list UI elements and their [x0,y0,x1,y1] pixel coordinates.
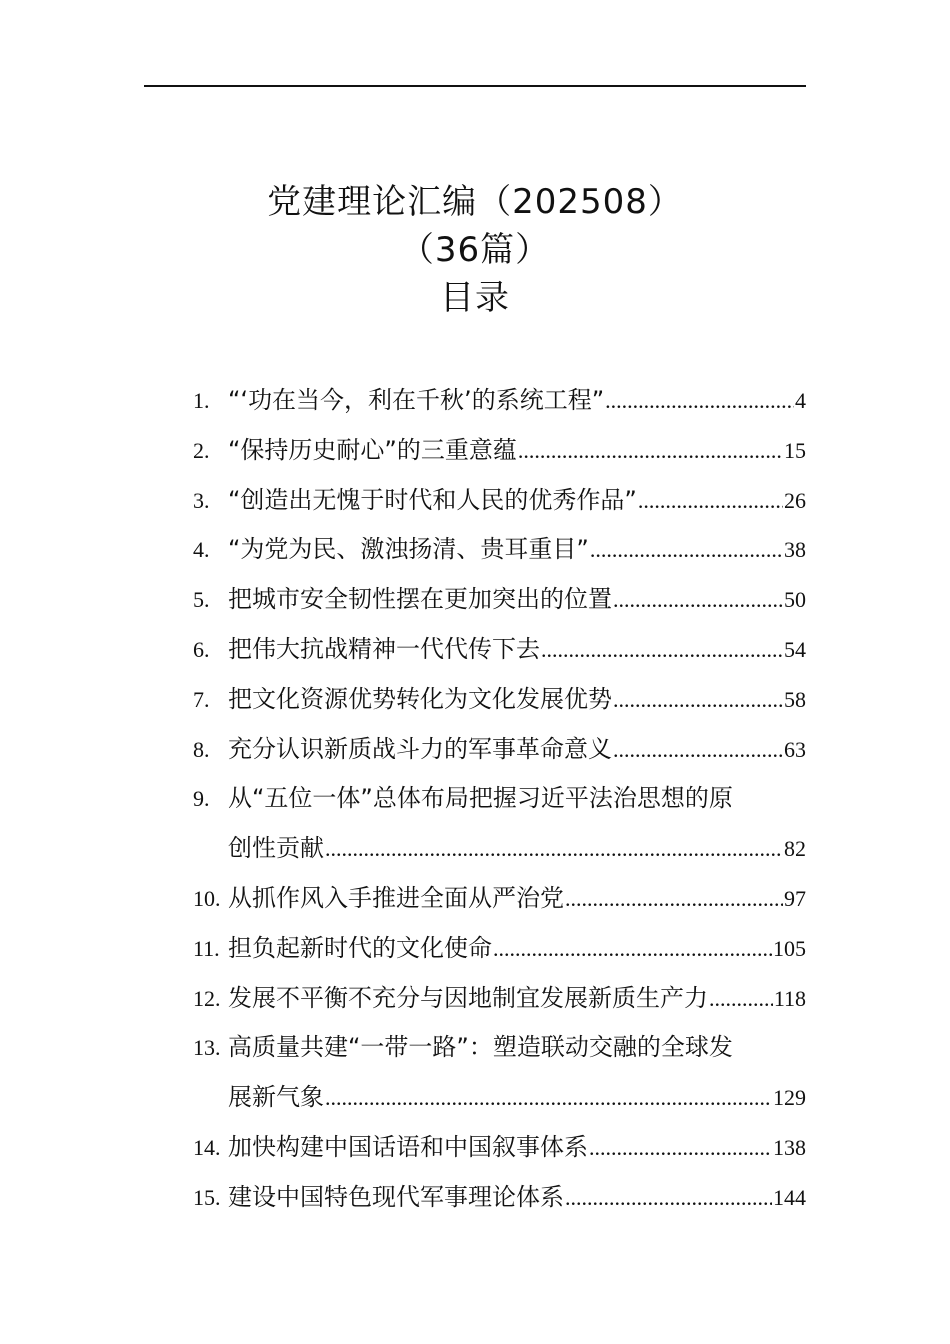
toc-entry-number: 6. [193,636,210,662]
toc-entry-1[interactable] [193,376,806,426]
toc-entry-title: 把城市安全韧性摆在更加突出的位置 [228,585,612,614]
document-title: 党建理论汇编（202508） [267,182,683,222]
toc-entry-number: 8. [193,736,210,762]
toc-entry-number: 13. [193,1035,221,1061]
toc-entry-title: 发展不平衡不充分与因地制宜发展新质生产力 [228,983,708,1012]
toc-entry-title-continued: 展新气象 [228,1083,324,1112]
toc-entry-title: 建设中国特色现代军事理论体系 [228,1182,564,1211]
toc-entry-number: 11. [193,935,220,961]
toc-entry-title: “创造出无愧于时代和人民的优秀作品” [228,485,637,514]
dot-leader [590,525,783,575]
toc-entry-title: 加快构建中国话语和中国叙事体系 [228,1132,588,1161]
toc-entry-7[interactable] [193,675,806,725]
toc-entry-line [193,1023,806,1073]
toc-entry-title: 充分认识新质战斗力的军事革命意义 [228,734,612,763]
dot-leader [493,924,772,974]
toc-entry-13[interactable] [193,1023,806,1123]
toc-entry-number: 1. [193,388,210,413]
dot-leader [565,874,783,924]
toc-entry-title: “‘功在当今，利在千秋’的系统工程” [228,386,605,414]
toc-entry-6[interactable] [193,625,806,675]
toc-entry-line [193,824,806,874]
toc-entry-number: 7. [193,686,210,712]
dot-leader [325,1073,772,1123]
dot-leader [613,675,783,725]
toc-entry-number: 10. [193,885,221,911]
toc-entry-number: 2. [193,437,210,463]
dot-leader [638,476,783,526]
toc-entry-number: 15. [193,1184,221,1210]
toc-entry-page: 82 [784,836,806,862]
dot-leader [613,725,783,775]
toc-entry-title-continued: 创性贡献 [228,834,324,863]
toc-entry-title: 把文化资源优势转化为文化发展优势 [228,684,612,713]
toc-entry-page: 54 [784,636,806,662]
toc-entry-title: 从抓作风入手推进全面从严治党 [228,883,564,912]
toc-entry-page: 118 [773,985,806,1011]
toc-entry-number: 14. [193,1134,221,1160]
toc-entry-12[interactable] [193,974,806,1024]
toc-entry-10[interactable] [193,874,806,924]
toc-entry-line [193,1073,806,1123]
table-of-contents [193,376,806,1223]
dot-leader [605,376,794,426]
toc-entry-title: “为党为民、激浊扬清、贵耳重目” [228,535,589,564]
toc-entry-number: 4. [193,537,210,563]
toc-heading: 目录 [440,278,510,318]
toc-entry-number: 3. [193,487,210,513]
toc-entry-8[interactable] [193,725,806,775]
toc-entry-4[interactable] [193,525,806,575]
toc-entry-3[interactable] [193,476,806,526]
dot-leader [613,575,783,625]
title-block [0,178,950,322]
dot-leader [325,824,783,874]
toc-entry-number: 5. [193,587,210,613]
toc-entry-title: 从“五位一体”总体布局把握习近平法治思想的原 [228,784,733,813]
toc-entry-11[interactable] [193,924,806,974]
toc-entry-5[interactable] [193,575,806,625]
toc-entry-page: 50 [784,587,806,613]
toc-entry-number: 12. [193,985,221,1011]
article-count: （36篇） [399,230,551,270]
toc-entry-title: 担负起新时代的文化使命 [228,933,492,962]
toc-entry-page: 129 [773,1085,806,1111]
toc-entry-page: 144 [773,1184,806,1210]
toc-entry-line [193,774,806,824]
toc-entry-title: 把伟大抗战精神一代代传下去 [228,634,540,663]
toc-entry-9[interactable] [193,774,806,874]
toc-entry-page: 15 [784,437,806,463]
toc-entry-page: 58 [784,686,806,712]
toc-entry-page: 4 [795,388,806,413]
dot-leader [541,625,783,675]
toc-entry-page: 105 [773,935,806,961]
toc-entry-14[interactable] [193,1123,806,1173]
dot-leader [589,1123,772,1173]
dot-leader [565,1173,772,1223]
dot-leader [518,426,783,476]
toc-entry-title: “保持历史耐心”的三重意蕴 [228,435,517,464]
toc-entry-2[interactable] [193,426,806,476]
toc-entry-page: 63 [784,736,806,762]
dot-leader [709,974,773,1024]
toc-entry-title: 高质量共建“一带一路”：塑造联动交融的全球发 [228,1033,733,1062]
toc-entry-number: 9. [193,786,210,812]
toc-entry-page: 38 [784,537,806,563]
toc-entry-page: 97 [784,885,806,911]
toc-entry-page: 138 [773,1134,806,1160]
header-rule [144,85,806,87]
toc-entry-page: 26 [784,487,806,513]
toc-entry-15[interactable] [193,1173,806,1223]
